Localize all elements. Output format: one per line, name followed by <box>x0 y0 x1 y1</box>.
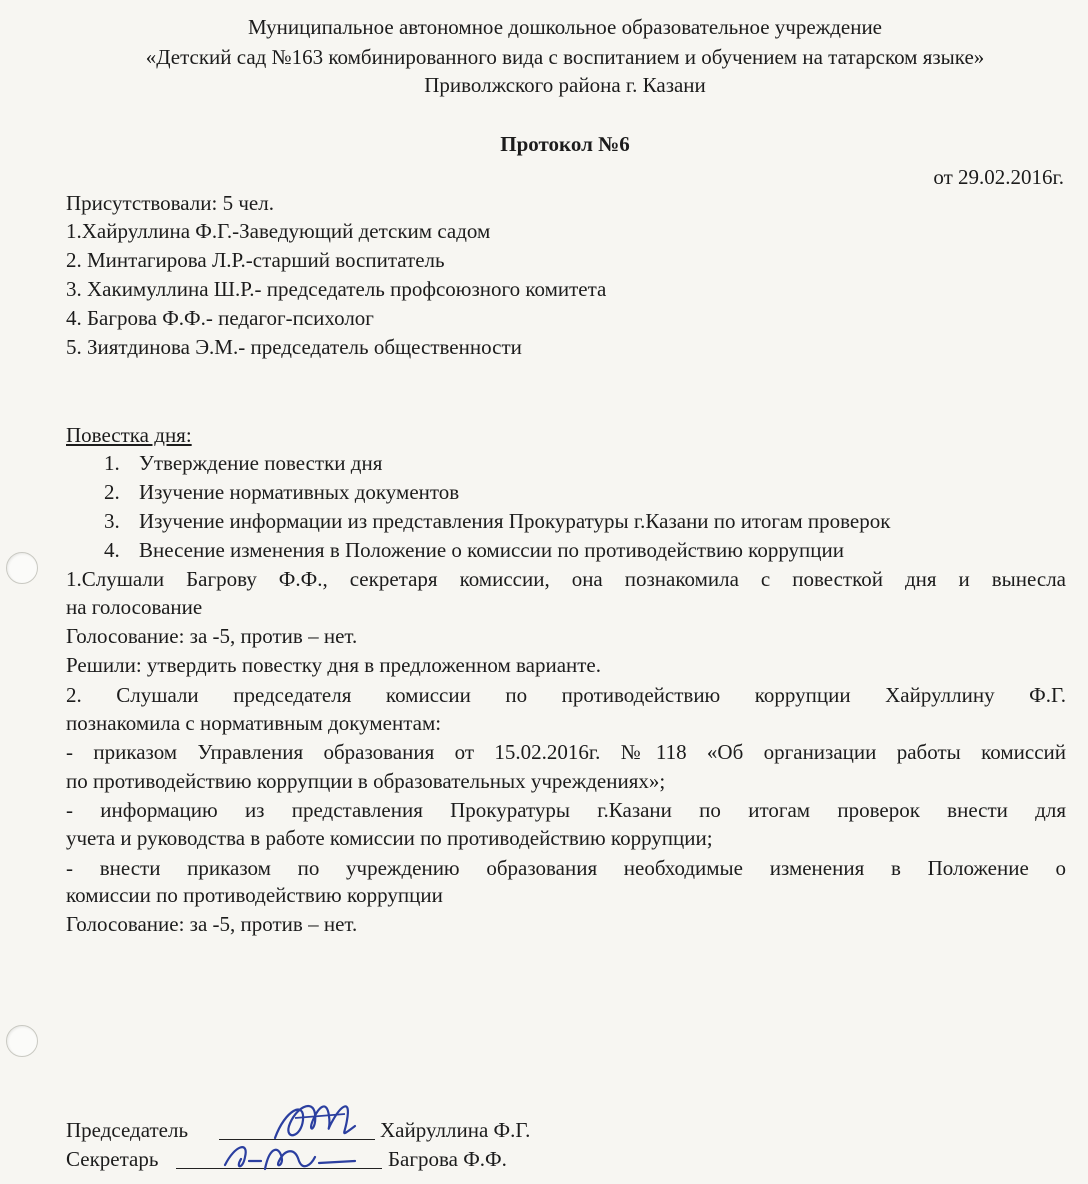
paragraph-2-line1: 2. Слушали председателя комиссии по противодействию коррупции Хайруллину Ф.Г. <box>66 683 1066 707</box>
paragraph-3-line2: по противодействию коррупции в образовательных учреждениях»; <box>66 769 666 793</box>
agenda-item-num: 1. <box>104 451 120 475</box>
secretary-label: Секретарь <box>66 1147 159 1171</box>
org-name-line3: Приволжского района г. Казани <box>424 73 706 97</box>
attendee-item: 5. Зиятдинова Э.М.- председатель общественности <box>66 335 522 359</box>
document-title: Протокол №6 <box>500 132 630 156</box>
paragraph-4-line2: учета и руководства в работе комиссии по противодействию коррупции; <box>66 826 713 850</box>
agenda-item-text: Утверждение повестки дня <box>139 451 383 475</box>
attendee-item: 3. Хакимуллина Ш.Р.- председатель профсоюзного комитета <box>66 277 607 301</box>
vote-result-1: Голосование: за -5, против – нет. <box>66 624 358 648</box>
paragraph-5-line1: - внести приказом по учреждению образования необходимые изменения в Положение о <box>66 856 1066 880</box>
org-name-line2: «Детский сад №163 комбинированного вида с воспитанием и обучением на татарском языке» <box>145 45 985 69</box>
punch-hole-top <box>6 552 38 584</box>
decision-1: Решили: утвердить повестку дня в предложенном варианте. <box>66 653 601 677</box>
attendee-item: 2. Минтагирова Л.Р.-старший воспитатель <box>66 248 445 272</box>
chair-label: Председатель <box>66 1118 189 1142</box>
paragraph-1-line2: на голосование <box>66 595 203 619</box>
agenda-item-text: Изучение информации из представления Прокуратуры г.Казани по итогам проверок <box>139 509 891 533</box>
agenda-item-text: Внесение изменения в Положение о комиссии по противодействию коррупции <box>139 538 844 562</box>
attendees-label: Присутствовали: 5 чел. <box>66 191 274 215</box>
secretary-name: Багрова Ф.Ф. <box>388 1147 507 1171</box>
vote-result-2: Голосование: за -5, против – нет. <box>66 912 358 936</box>
agenda-label: Повестка дня: <box>66 423 192 447</box>
paragraph-4-line1: - информацию из представления Прокуратуры г.Казани по итогам проверок внести для <box>66 798 1066 822</box>
paragraph-2-line2: познакомила с нормативным документам: <box>66 711 442 735</box>
paragraph-5-line2: комиссии по противодействию коррупции <box>66 883 443 907</box>
chair-name: Хайруллина Ф.Г. <box>380 1118 531 1142</box>
punch-hole-bottom <box>6 1025 38 1057</box>
document-date: от 29.02.2016г. <box>933 165 1064 189</box>
agenda-item-text: Изучение нормативных документов <box>139 480 460 504</box>
agenda-item-num: 2. <box>104 480 120 504</box>
paragraph-3-line1: - приказом Управления образования от 15.02.2016г. №118 «Об организации работы комиссий <box>66 740 1066 764</box>
agenda-item-num: 4. <box>104 538 120 562</box>
attendee-item: 4. Багрова Ф.Ф.- педагог-психолог <box>66 306 374 330</box>
secretary-signature <box>215 1135 375 1180</box>
agenda-item-num: 3. <box>104 509 120 533</box>
paragraph-1-line1: 1.Слушали Багрову Ф.Ф., секретаря комиссии, она познакомила с повесткой дня и вынесла <box>66 567 1066 591</box>
org-name-line1: Муниципальное автономное дошкольное образовательное учреждение <box>247 15 883 39</box>
attendee-item: 1.Хайруллина Ф.Г.-Заведующий детским садом <box>66 219 491 243</box>
